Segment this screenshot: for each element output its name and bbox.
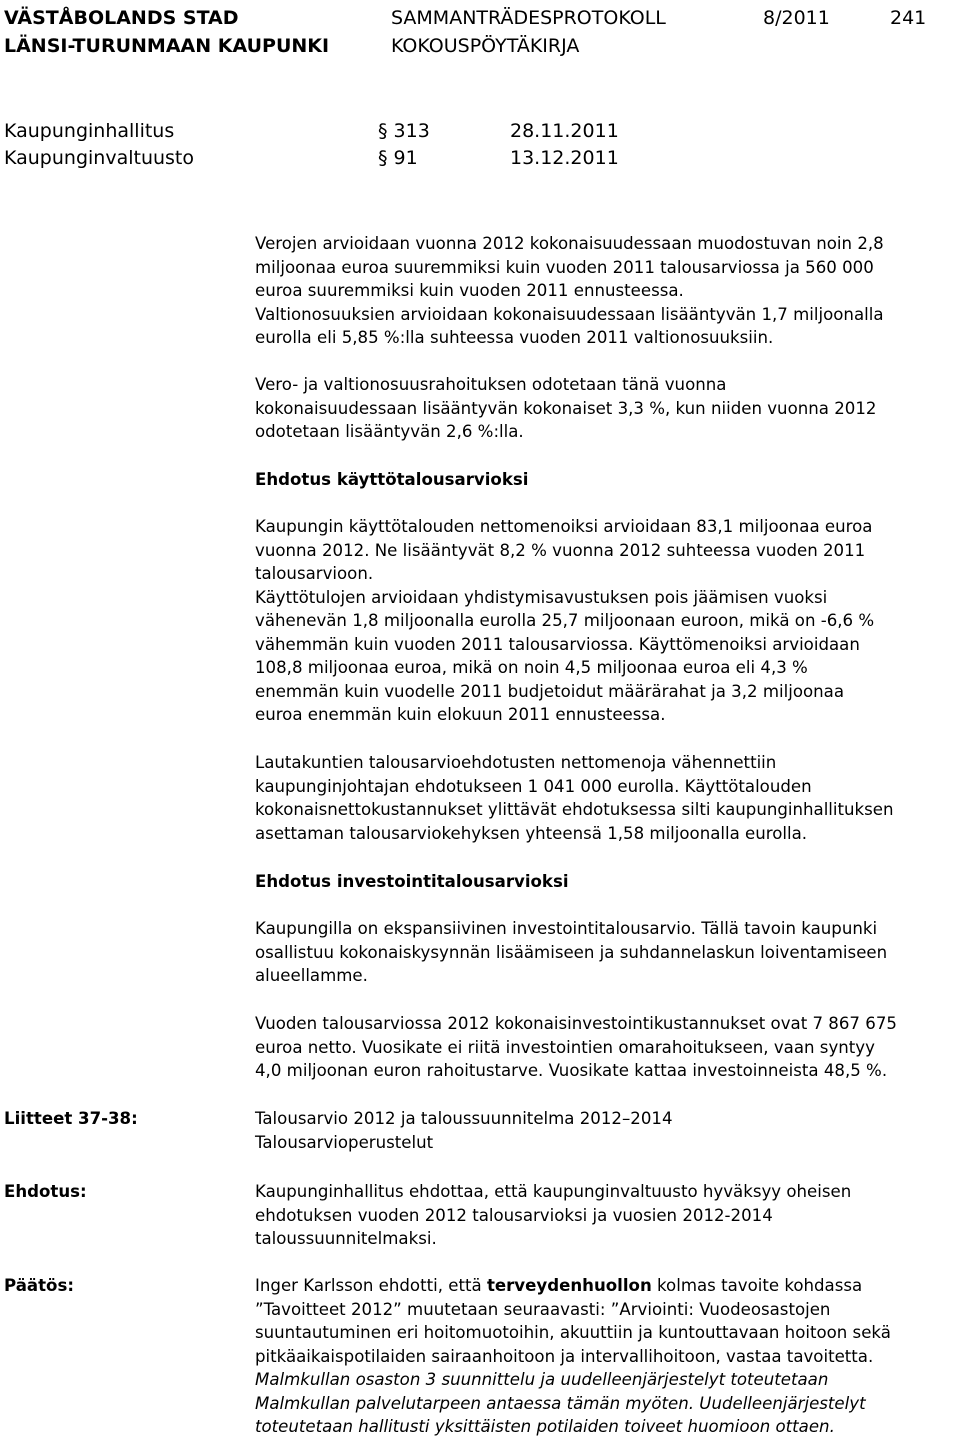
proposal-label: Ehdotus: [4,1182,87,1201]
text-line: alueellamme. [255,966,368,985]
emphasis-term: terveydenhuollon [486,1276,652,1295]
text-line: kokonaisuudessaan lisääntyvän kokonaiset 3,3 %, kun niiden vuonna 2012 [255,398,877,418]
text-line: Kaupungin käyttötalouden nettomenoiksi arvioidaan 83,1 miljoonaa euroa [255,517,873,536]
text-line: talousarvioon. [255,564,374,583]
doc-type-swedish: SAMMANTRÄDESPROTOKOLL [391,7,666,29]
text-line: taloussuunnitelmaksi. [255,1229,437,1248]
text-run: Inger Karlsson ehdotti, että [255,1276,487,1295]
page-number: 241 [890,7,927,29]
text-line: Kaupunginhallitus ehdottaa, että kaupunginvaltuusto hyväksyy oheisen [255,1182,852,1201]
proposal-text [255,1180,955,1251]
text-line: Kaupungilla on ekspansiivinen investointitalousarvio. Tällä tavoin kaupunki [255,919,878,938]
text-line: odotetaan lisääntyvän 2,6 %:lla. [255,422,524,441]
text-line: Verojen arvioidaan vuonna 2012 kokonaisuudessaan muodostuvan noin 2,8 [255,234,884,253]
italic-text-line: Malmkullan osaston 3 suunnittelu ja uudelleenjärjestelyt toteutetaan [255,1370,829,1389]
text-line: suuntautuminen eri hoitomuotoihin, akuuttiin ja kuntouttavaan hoitoon sekä [255,1323,891,1342]
paragraph-investment-policy [255,917,955,988]
text-line: Vuoden talousarviossa 2012 kokonaisinvestointikustannukset ovat 7 867 675 [255,1014,897,1033]
paragraph-financing [255,373,955,444]
text-line: euroa suuremmiksi kuin vuoden 2011 ennusteessa. [255,281,684,300]
text-line: Käyttötulojen arvioidaan yhdistymisavustuksen pois jäämisen vuoksi [255,587,828,607]
text-line: osallistuu kokonaiskysynnän lisäämiseen ja suhdannelaskun loiventamiseen [255,942,888,962]
text-line: asettaman talousarviokehyksen yhteensä 1,58 miljoonalla eurolla. [255,823,808,843]
paragraph-committee-cuts [255,751,955,845]
italic-text-line: Malmkullan palvelutarpeen antaessa tämän myöten. Uudelleenjärjestelyt [255,1393,866,1413]
paragraph-investment-costs [255,1012,955,1083]
text-line: vuonna 2012. Ne lisääntyvät 8,2 % vuonna 2012 suhteessa vuoden 2011 [255,540,866,560]
text-line: pitkäaikaispotilaiden sairaanhoitoon ja intervallihoitoon, vastaa tavoitetta. [255,1346,874,1366]
text-line: vähenevän 1,8 miljoonalla eurolla 25,7 miljoonaan euroon, mikä on -6,6 % [255,611,875,630]
text-line: enemmän kuin vuodelle 2011 budjetoidut määrärahat ja 3,2 miljoonaa [255,681,845,701]
meeting-date: 13.12.2011 [510,147,619,169]
text-line: euroa netto. Vuosikate ei riitä investointien omarahoitukseen, vaan syntyy [255,1037,875,1057]
section-heading-operating-budget: Ehdotus käyttötalousarvioksi [255,470,529,489]
decision-text [255,1274,955,1439]
text-line: kaupunginjohtajan ehdotukseen 1 041 000 eurolla. Käyttötalouden [255,776,812,796]
decision-label: Päätös: [4,1276,74,1295]
text-line: ehdotuksen vuoden 2012 talousarvioksi ja vuosien 2012-2014 [255,1205,773,1225]
meeting-date: 28.11.2011 [510,120,619,142]
meeting-section: § 313 [378,120,430,142]
text-line: vähemmän kuin vuoden 2011 talousarviossa. Käyttömenoiksi arvioidaan [255,634,860,654]
org-name-finnish: LÄNSI-TURUNMAAN KAUPUNKI [4,35,330,57]
attachment-item: Talousarvio 2012 ja taloussuunnitelma 2012–2014 [255,1109,673,1128]
attachment-item: Talousarvioperustelut [255,1132,434,1152]
text-line: 4,0 miljoonan euron rahoitustarve. Vuosikate kattaa investoinneista 48,5 %. [255,1061,888,1080]
text-run: kolmas tavoite kohdassa [651,1276,863,1295]
italic-text-line: toteutetaan hallitusti yksittäisten potilaiden toiveet huomioon ottaen. [255,1417,835,1436]
meeting-body: Kaupunginvaltuusto [4,147,195,169]
text-line: Vero- ja valtionosuusrahoituksen odotetaan tänä vuonna [255,375,727,394]
text-line: Lautakuntien talousarvioehdotusten nettomenoja vähennettiin [255,753,777,772]
text-line: Valtionosuuksien arvioidaan kokonaisuudessaan lisääntyvän 1,7 miljoonalla [255,304,884,324]
paragraph-tax-revenue [255,232,955,350]
text-line: eurolla eli 5,85 %:lla suhteessa vuoden 2011 valtionosuuksiin. [255,328,774,347]
text-line: ”Tavoitteet 2012” muutetaan seuraavasti: ”Arviointi: Vuodeosastojen [255,1299,831,1319]
attachments-list [255,1107,955,1154]
text-line [255,1274,955,1298]
section-heading-investment-budget: Ehdotus investointitalousarvioksi [255,872,569,891]
text-line: euroa enemmän kuin elokuun 2011 ennusteessa. [255,705,666,724]
issue-number: 8/2011 [763,7,830,29]
meeting-body: Kaupunginhallitus [4,120,175,142]
text-line: kokonaisnettokustannukset ylittävät ehdotuksessa silti kaupunginhallituksen [255,800,894,819]
paragraph-operating-costs [255,515,955,727]
meeting-section: § 91 [378,147,418,169]
doc-type-finnish: KOKOUSPÖYTÄKIRJA [391,35,580,57]
org-name-swedish: VÄSTÅBOLANDS STAD [4,7,239,29]
attachments-label: Liitteet 37-38: [4,1109,138,1128]
text-line: 108,8 miljoonaa euroa, mikä on noin 4,5 miljoonaa euroa eli 4,3 % [255,658,808,677]
text-line: miljoonaa euroa suuremmiksi kuin vuoden 2011 talousarviossa ja 560 000 [255,257,874,277]
